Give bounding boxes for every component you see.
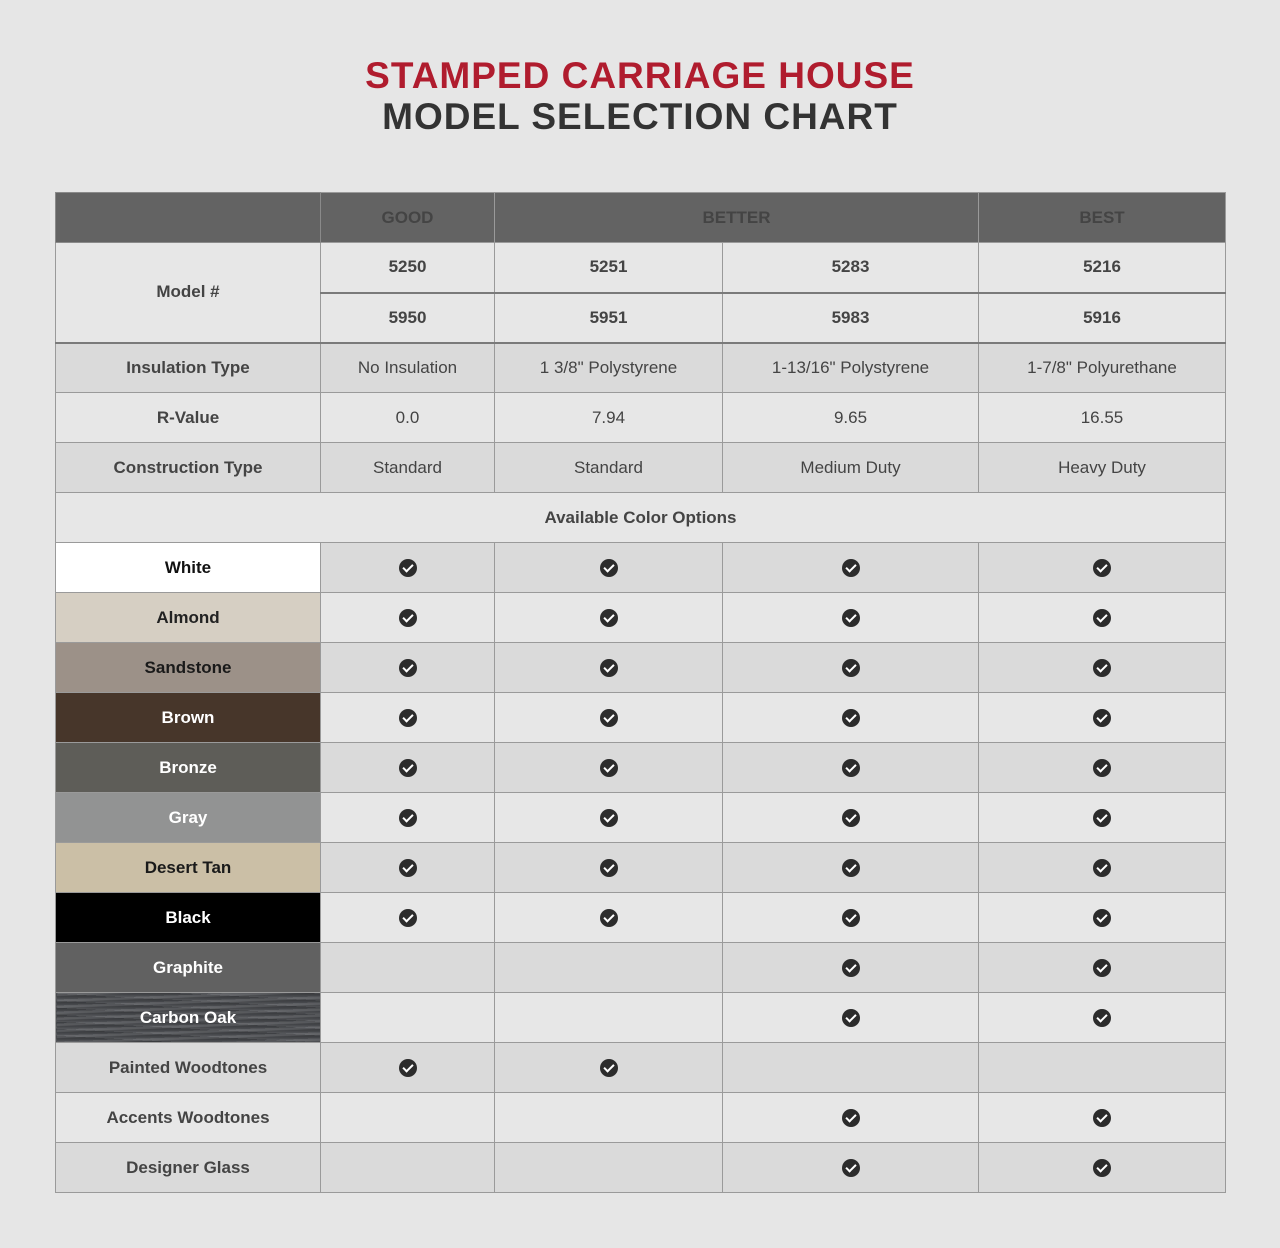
availability-cell <box>495 1143 723 1193</box>
availability-cell <box>723 743 979 793</box>
availability-cell <box>321 1143 495 1193</box>
chart-title-line1: STAMPED CARRIAGE HOUSE <box>365 55 915 96</box>
color-row <box>56 543 1226 593</box>
check-circle-icon <box>399 759 417 777</box>
spec-value: 0.0 <box>321 393 495 443</box>
feature-row <box>56 1093 1226 1143</box>
check-circle-icon <box>842 959 860 977</box>
availability-cell <box>495 993 723 1043</box>
check-circle-icon <box>842 859 860 877</box>
model-number-cell: 5916 <box>979 293 1226 343</box>
check-circle-icon <box>842 1159 860 1177</box>
check-circle-icon <box>600 809 618 827</box>
availability-cell <box>495 643 723 693</box>
spec-value: 1 3/8" Polystyrene <box>495 343 723 393</box>
availability-cell <box>979 1093 1226 1143</box>
color-row <box>56 643 1226 693</box>
feature-row <box>56 1043 1226 1093</box>
availability-cell <box>979 943 1226 993</box>
spec-value: Standard <box>321 443 495 493</box>
availability-cell <box>321 693 495 743</box>
availability-cell <box>723 893 979 943</box>
availability-cell <box>321 593 495 643</box>
check-circle-icon <box>842 1109 860 1127</box>
model-number-cell: 5983 <box>723 293 979 343</box>
check-circle-icon <box>842 709 860 727</box>
feature-label: Accents Woodtones <box>56 1093 321 1143</box>
tier-header-row <box>56 193 1226 243</box>
availability-cell <box>979 1143 1226 1193</box>
availability-cell <box>321 993 495 1043</box>
check-circle-icon <box>1093 959 1111 977</box>
availability-cell <box>495 693 723 743</box>
check-circle-icon <box>1093 1009 1111 1027</box>
tier-best: BEST <box>979 193 1226 243</box>
spec-value: No Insulation <box>321 343 495 393</box>
color-row <box>56 993 1226 1043</box>
model-row-1 <box>56 243 1226 293</box>
color-row <box>56 743 1226 793</box>
availability-cell <box>321 1093 495 1143</box>
check-circle-icon <box>399 1059 417 1077</box>
availability-cell <box>723 593 979 643</box>
color-swatch-label: Sandstone <box>56 643 321 693</box>
check-circle-icon <box>1093 1159 1111 1177</box>
check-circle-icon <box>399 709 417 727</box>
feature-label: Designer Glass <box>56 1143 321 1193</box>
color-row <box>56 793 1226 843</box>
availability-cell <box>495 543 723 593</box>
check-circle-icon <box>1093 1109 1111 1127</box>
availability-cell <box>979 793 1226 843</box>
availability-cell <box>979 843 1226 893</box>
check-circle-icon <box>399 559 417 577</box>
availability-cell <box>321 1043 495 1093</box>
check-circle-icon <box>1093 659 1111 677</box>
color-row <box>56 593 1226 643</box>
availability-cell <box>495 793 723 843</box>
check-circle-icon <box>399 859 417 877</box>
check-circle-icon <box>600 1059 618 1077</box>
availability-cell <box>723 643 979 693</box>
availability-cell <box>321 743 495 793</box>
model-number-cell: 5950 <box>321 293 495 343</box>
spec-value: Heavy Duty <box>979 443 1226 493</box>
spec-row <box>56 443 1226 493</box>
spec-label: R-Value <box>56 393 321 443</box>
availability-cell <box>723 543 979 593</box>
check-circle-icon <box>842 759 860 777</box>
color-swatch-label: Graphite <box>56 943 321 993</box>
model-number-cell: 5251 <box>495 243 723 293</box>
check-circle-icon <box>1093 909 1111 927</box>
check-circle-icon <box>600 559 618 577</box>
color-row <box>56 893 1226 943</box>
check-circle-icon <box>842 609 860 627</box>
model-selection-table <box>55 192 1226 1193</box>
availability-cell <box>979 643 1226 693</box>
availability-cell <box>723 693 979 743</box>
spec-value: 1-7/8" Polyurethane <box>979 343 1226 393</box>
availability-cell <box>495 1043 723 1093</box>
color-swatch-label: White <box>56 543 321 593</box>
check-circle-icon <box>399 609 417 627</box>
color-swatch-label: Bronze <box>56 743 321 793</box>
check-circle-icon <box>600 909 618 927</box>
availability-cell <box>495 593 723 643</box>
tier-good: GOOD <box>321 193 495 243</box>
color-options-heading: Available Color Options <box>56 493 1226 543</box>
availability-cell <box>979 1043 1226 1093</box>
spec-row <box>56 393 1226 443</box>
spec-value: Medium Duty <box>723 443 979 493</box>
check-circle-icon <box>600 759 618 777</box>
availability-cell <box>979 593 1226 643</box>
feature-row <box>56 1143 1226 1193</box>
check-circle-icon <box>1093 809 1111 827</box>
availability-cell <box>321 893 495 943</box>
availability-cell <box>723 993 979 1043</box>
color-row <box>56 943 1226 993</box>
color-swatch-label: Almond <box>56 593 321 643</box>
color-swatch-label: Gray <box>56 793 321 843</box>
model-number-cell: 5250 <box>321 243 495 293</box>
availability-cell <box>723 1143 979 1193</box>
check-circle-icon <box>842 909 860 927</box>
availability-cell <box>979 693 1226 743</box>
color-swatch-label: Brown <box>56 693 321 743</box>
availability-cell <box>723 1093 979 1143</box>
model-number-label: Model # <box>56 243 321 343</box>
availability-cell <box>979 743 1226 793</box>
feature-label: Painted Woodtones <box>56 1043 321 1093</box>
spec-label: Construction Type <box>56 443 321 493</box>
availability-cell <box>495 943 723 993</box>
color-swatch-label: Desert Tan <box>56 843 321 893</box>
chart-title-line2: MODEL SELECTION CHART <box>382 96 898 137</box>
availability-cell <box>495 743 723 793</box>
check-circle-icon <box>1093 759 1111 777</box>
model-number-cell: 5283 <box>723 243 979 293</box>
model-number-cell: 5951 <box>495 293 723 343</box>
check-circle-icon <box>399 659 417 677</box>
check-circle-icon <box>1093 709 1111 727</box>
availability-cell <box>321 843 495 893</box>
availability-cell <box>321 543 495 593</box>
color-row <box>56 843 1226 893</box>
availability-cell <box>723 843 979 893</box>
color-swatch-label: Black <box>56 893 321 943</box>
check-circle-icon <box>1093 859 1111 877</box>
check-circle-icon <box>399 809 417 827</box>
color-swatch-label: Carbon Oak <box>56 993 321 1043</box>
check-circle-icon <box>842 809 860 827</box>
availability-cell <box>495 1093 723 1143</box>
availability-cell <box>321 943 495 993</box>
spec-label: Insulation Type <box>56 343 321 393</box>
check-circle-icon <box>1093 559 1111 577</box>
tier-better: BETTER <box>495 193 979 243</box>
spec-value: 7.94 <box>495 393 723 443</box>
spec-value: 1-13/16" Polystyrene <box>723 343 979 393</box>
check-circle-icon <box>600 609 618 627</box>
spec-value: 16.55 <box>979 393 1226 443</box>
check-circle-icon <box>399 909 417 927</box>
availability-cell <box>979 893 1226 943</box>
availability-cell <box>723 793 979 843</box>
check-circle-icon <box>600 859 618 877</box>
availability-cell <box>979 543 1226 593</box>
check-circle-icon <box>600 659 618 677</box>
spec-value: Standard <box>495 443 723 493</box>
model-number-cell: 5216 <box>979 243 1226 293</box>
availability-cell <box>979 993 1226 1043</box>
availability-cell <box>495 843 723 893</box>
availability-cell <box>723 943 979 993</box>
availability-cell <box>723 1043 979 1093</box>
check-circle-icon <box>600 709 618 727</box>
color-row <box>56 693 1226 743</box>
check-circle-icon <box>842 1009 860 1027</box>
spec-row <box>56 343 1226 393</box>
availability-cell <box>495 893 723 943</box>
check-circle-icon <box>842 659 860 677</box>
availability-cell <box>321 793 495 843</box>
spec-value: 9.65 <box>723 393 979 443</box>
color-options-section-row <box>56 493 1226 543</box>
header-empty-cell <box>56 193 321 243</box>
check-circle-icon <box>1093 609 1111 627</box>
availability-cell <box>321 643 495 693</box>
check-circle-icon <box>842 559 860 577</box>
